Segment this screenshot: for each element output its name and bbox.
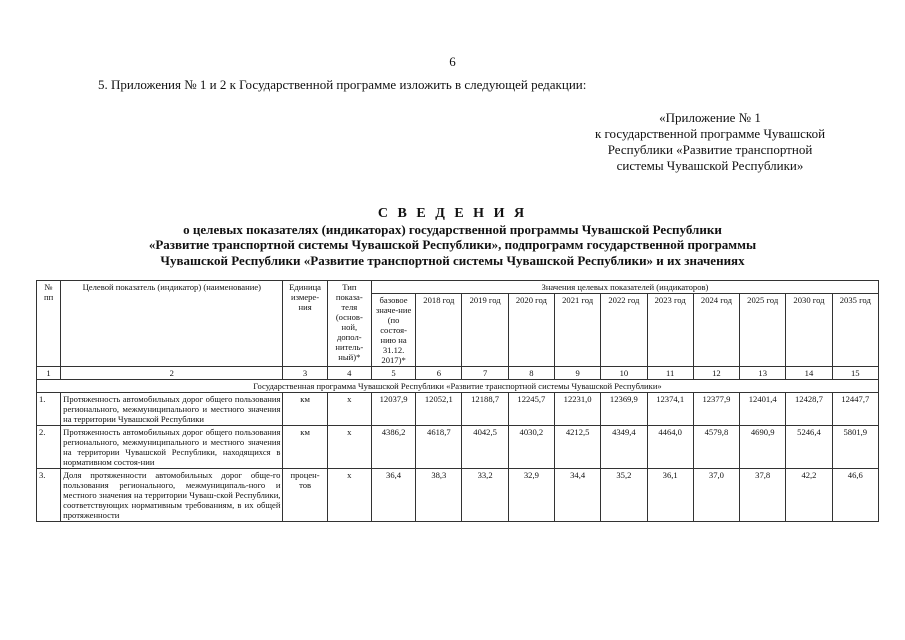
- table-row: [37, 426, 879, 469]
- row-value: 34,4: [555, 469, 601, 522]
- column-number: 4: [327, 367, 371, 380]
- row-value: 12188,7: [462, 393, 508, 426]
- header-year: 2018 год: [416, 294, 462, 367]
- header-year: 2023 год: [647, 294, 693, 367]
- header-year: 2024 год: [693, 294, 739, 367]
- row-value: 12231,0: [555, 393, 601, 426]
- title-heading: С В Е Д Е Н И Я: [377, 206, 528, 221]
- row-type: x: [327, 426, 371, 469]
- header-year: 2019 год: [462, 294, 508, 367]
- column-number: 6: [416, 367, 462, 380]
- header-values-group: Значения целевых показателей (индикаторов): [371, 281, 878, 294]
- row-value: 4690,9: [740, 426, 786, 469]
- row-type: x: [327, 469, 371, 522]
- row-value: 12374,1: [647, 393, 693, 426]
- header-indicator: Целевой показатель (индикатор) (наименование): [61, 281, 283, 367]
- row-unit: км: [283, 393, 327, 426]
- document-title: [0, 206, 905, 268]
- column-number: 5: [371, 367, 415, 380]
- appendix-line: системы Чувашской Республики»: [616, 158, 804, 173]
- header-year: 2022 год: [601, 294, 647, 367]
- row-value: 12377,9: [693, 393, 739, 426]
- row-value: 46,6: [832, 469, 878, 522]
- header-year: 2035 год: [832, 294, 878, 367]
- column-number: 13: [740, 367, 786, 380]
- row-num: 1.: [37, 393, 61, 426]
- row-value: 4212,5: [555, 426, 601, 469]
- header-year: 2020 год: [508, 294, 554, 367]
- row-value: 4030,2: [508, 426, 554, 469]
- row-value: 12369,9: [601, 393, 647, 426]
- row-value: 35,2: [601, 469, 647, 522]
- row-value: 12401,4: [740, 393, 786, 426]
- column-number: 3: [283, 367, 327, 380]
- column-number: 10: [601, 367, 647, 380]
- section-title: Государственная программа Чувашской Республики «Развитие транспортной системы Чувашской Республики»: [37, 380, 879, 393]
- table-row: [37, 469, 879, 522]
- row-value: 42,2: [786, 469, 832, 522]
- section-row: [37, 380, 879, 393]
- row-value: 36,4: [371, 469, 415, 522]
- title-line: «Развитие транспортной системы Чувашской Республики», подпрограмм государственной программы: [148, 237, 757, 252]
- row-value: 4349,4: [601, 426, 647, 469]
- row-value: 37,8: [740, 469, 786, 522]
- row-num: 2.: [37, 426, 61, 469]
- column-number-row: [37, 367, 879, 380]
- column-number: 15: [832, 367, 878, 380]
- column-number: 14: [786, 367, 832, 380]
- row-value: 5801,9: [832, 426, 878, 469]
- column-number: 2: [61, 367, 283, 380]
- header-num: № пп: [37, 281, 61, 367]
- row-value: 4579,8: [693, 426, 739, 469]
- column-number: 8: [508, 367, 554, 380]
- row-value: 4386,2: [371, 426, 415, 469]
- table-row: [37, 393, 879, 426]
- column-number: 12: [693, 367, 739, 380]
- row-value: 12052,1: [416, 393, 462, 426]
- header-type: Тип показа-теля (основ-ной, допол-нитель-ный)*: [327, 281, 371, 367]
- column-number: 1: [37, 367, 61, 380]
- row-indicator-name: Протяженность автомобильных дорог общего пользования регионального, межмуниципального и местного значения на территории Чувашской Республики, находящихся в нормативном состоя-нии: [61, 426, 283, 469]
- appendix-line: Республики «Развитие транспортной: [607, 142, 813, 157]
- row-indicator-name: Протяженность автомобильных дорог общего пользования регионального, межмуниципального и местного значения на территории Чувашской Республики: [61, 393, 283, 426]
- row-value: 12037,9: [371, 393, 415, 426]
- intro-text: 5. Приложения № 1 и 2 к Государственной программе изложить в следующей редакции:: [98, 77, 587, 92]
- row-indicator-name: Доля протяженности автомобильных дорог обще-го пользования регионального, межмуниципаль-ного и местного значения на территории Чуваш-ской Республики, соответствующих нормативным требованиям, в их общей протяженности: [61, 469, 283, 522]
- row-value: 4042,5: [462, 426, 508, 469]
- page-number: 6: [449, 54, 456, 69]
- indicators-table: [36, 280, 879, 522]
- appendix-line: к государственной программе Чувашской: [594, 126, 826, 141]
- row-value: 12428,7: [786, 393, 832, 426]
- header-year: 2030 год: [786, 294, 832, 367]
- title-line: о целевых показателях (индикаторах) государственной программы Чувашской Республики: [183, 221, 722, 237]
- row-value: 37,0: [693, 469, 739, 522]
- header-unit: Единица измере-ния: [283, 281, 327, 367]
- row-value: 4464,0: [647, 426, 693, 469]
- appendix-header: [560, 110, 860, 174]
- row-value: 38,3: [416, 469, 462, 522]
- title-line: Чувашской Республики «Развитие транспортной системы Чувашской Республики» и их значениях: [160, 252, 745, 268]
- row-value: 12447,7: [832, 393, 878, 426]
- row-unit: процен-тов: [283, 469, 327, 522]
- header-year: 2021 год: [555, 294, 601, 367]
- appendix-line: «Приложение № 1: [659, 110, 761, 125]
- header-year: 2025 год: [740, 294, 786, 367]
- row-value: 4618,7: [416, 426, 462, 469]
- row-num: 3.: [37, 469, 61, 522]
- column-number: 7: [462, 367, 508, 380]
- row-value: 12245,7: [508, 393, 554, 426]
- column-number: 11: [647, 367, 693, 380]
- column-number: 9: [555, 367, 601, 380]
- row-value: 32,9: [508, 469, 554, 522]
- row-unit: км: [283, 426, 327, 469]
- row-type: x: [327, 393, 371, 426]
- header-base: базовое значе-ние (по состоя-нию на 31.12. 2017)*: [371, 294, 415, 367]
- row-value: 33,2: [462, 469, 508, 522]
- row-value: 36,1: [647, 469, 693, 522]
- row-value: 5246,4: [786, 426, 832, 469]
